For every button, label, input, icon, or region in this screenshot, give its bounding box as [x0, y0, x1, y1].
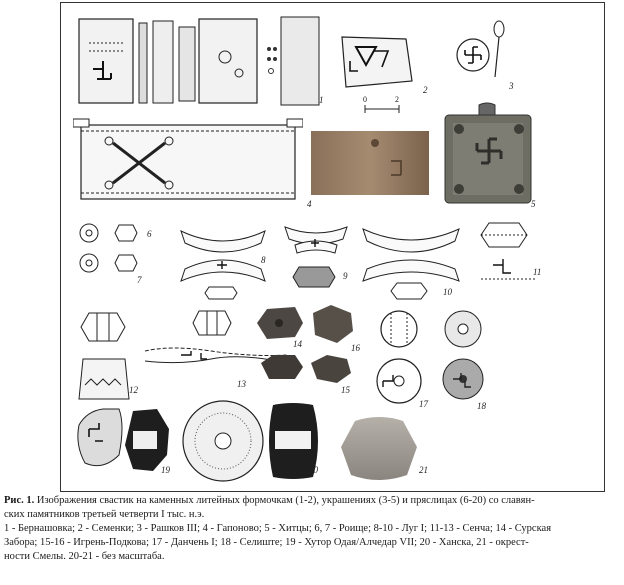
whorl-drawing-17 — [365, 307, 437, 411]
scale-tick-2: 2 — [395, 95, 399, 104]
mould-drawing-2 — [336, 33, 416, 93]
fig-number-17: 17 — [419, 399, 428, 409]
fig-number-7: 7 — [137, 275, 142, 285]
caption-label: Рис. 1. — [4, 495, 35, 506]
whorl-drawing-12 — [77, 309, 133, 409]
fig-number-10: 10 — [443, 287, 452, 297]
fig-number-8: 8 — [261, 255, 266, 265]
whorl-drawing-8 — [177, 221, 269, 301]
whorl-photo-21 — [337, 415, 421, 487]
whorl-drawing-11 — [479, 219, 542, 299]
fig-number-5: 5 — [531, 199, 536, 209]
mould-drawing-1 — [75, 13, 325, 109]
fig-number-11: 11 — [533, 267, 542, 277]
fig-number-9: 9 — [343, 271, 348, 281]
scale-tick-0: 0 — [363, 95, 367, 104]
fig-number-15: 15 — [341, 385, 350, 395]
ornament-drawing-3 — [449, 17, 519, 91]
caption-line-2: ских памятников третьей четверти I тыс. н.э. — [4, 509, 205, 520]
whorl-drawing-20 — [177, 397, 325, 487]
fig-number-16: 16 — [351, 343, 360, 353]
fig-number-1: 1 — [319, 95, 324, 105]
fig-number-20: 20 — [309, 465, 318, 475]
fig-number-3: 3 — [509, 81, 514, 91]
plaque-drawing-4 — [73, 117, 303, 205]
plaque-photo-4 — [311, 131, 429, 195]
fig-number-14: 14 — [293, 339, 302, 349]
figure-caption — [4, 494, 616, 564]
fig-number-6: 6 — [147, 229, 152, 239]
whorl-drawing-9 — [281, 221, 351, 301]
fig-number-21: 21 — [419, 465, 428, 475]
fig-number-18: 18 — [477, 401, 486, 411]
fig-number-12: 12 — [129, 385, 138, 395]
fig-number-13: 13 — [237, 379, 246, 389]
caption-line-1 — [4, 494, 616, 508]
caption-line-3: 1 - Бернашовка; 2 - Семенки; 3 - Рашков III; 4 - Гапоново; 5 - Хитцы; 6, 7 - Роище; 8-10 - Луг I; 11-13 - Сенча; 14 - Сурская — [4, 523, 552, 534]
fig-number-19: 19 — [161, 465, 170, 475]
caption-line-4: Забора; 15-16 - Игрень-Подкова; 17 - Данчень I; 18 - Селиште; 19 - Хутор Одая/Алчедар VII; 20 - Ханска, 21 - окрест- — [4, 537, 529, 548]
figure-frame — [60, 2, 605, 492]
fig-number-4: 4 — [307, 199, 312, 209]
fig-number-2: 2 — [423, 85, 428, 95]
caption-line-1-text: Изображения свастик на каменных литейных формочкам (1-2), украшениях (3-5) и пряслицах (6-20) со славян- — [36, 495, 535, 506]
whorl-drawing-18 — [433, 309, 493, 409]
caption-line-5: ности Смелы. 20-21 - без масштаба. — [4, 551, 165, 562]
whorl-drawings-6-7 — [75, 217, 155, 283]
pendant-photo-5 — [441, 101, 541, 209]
